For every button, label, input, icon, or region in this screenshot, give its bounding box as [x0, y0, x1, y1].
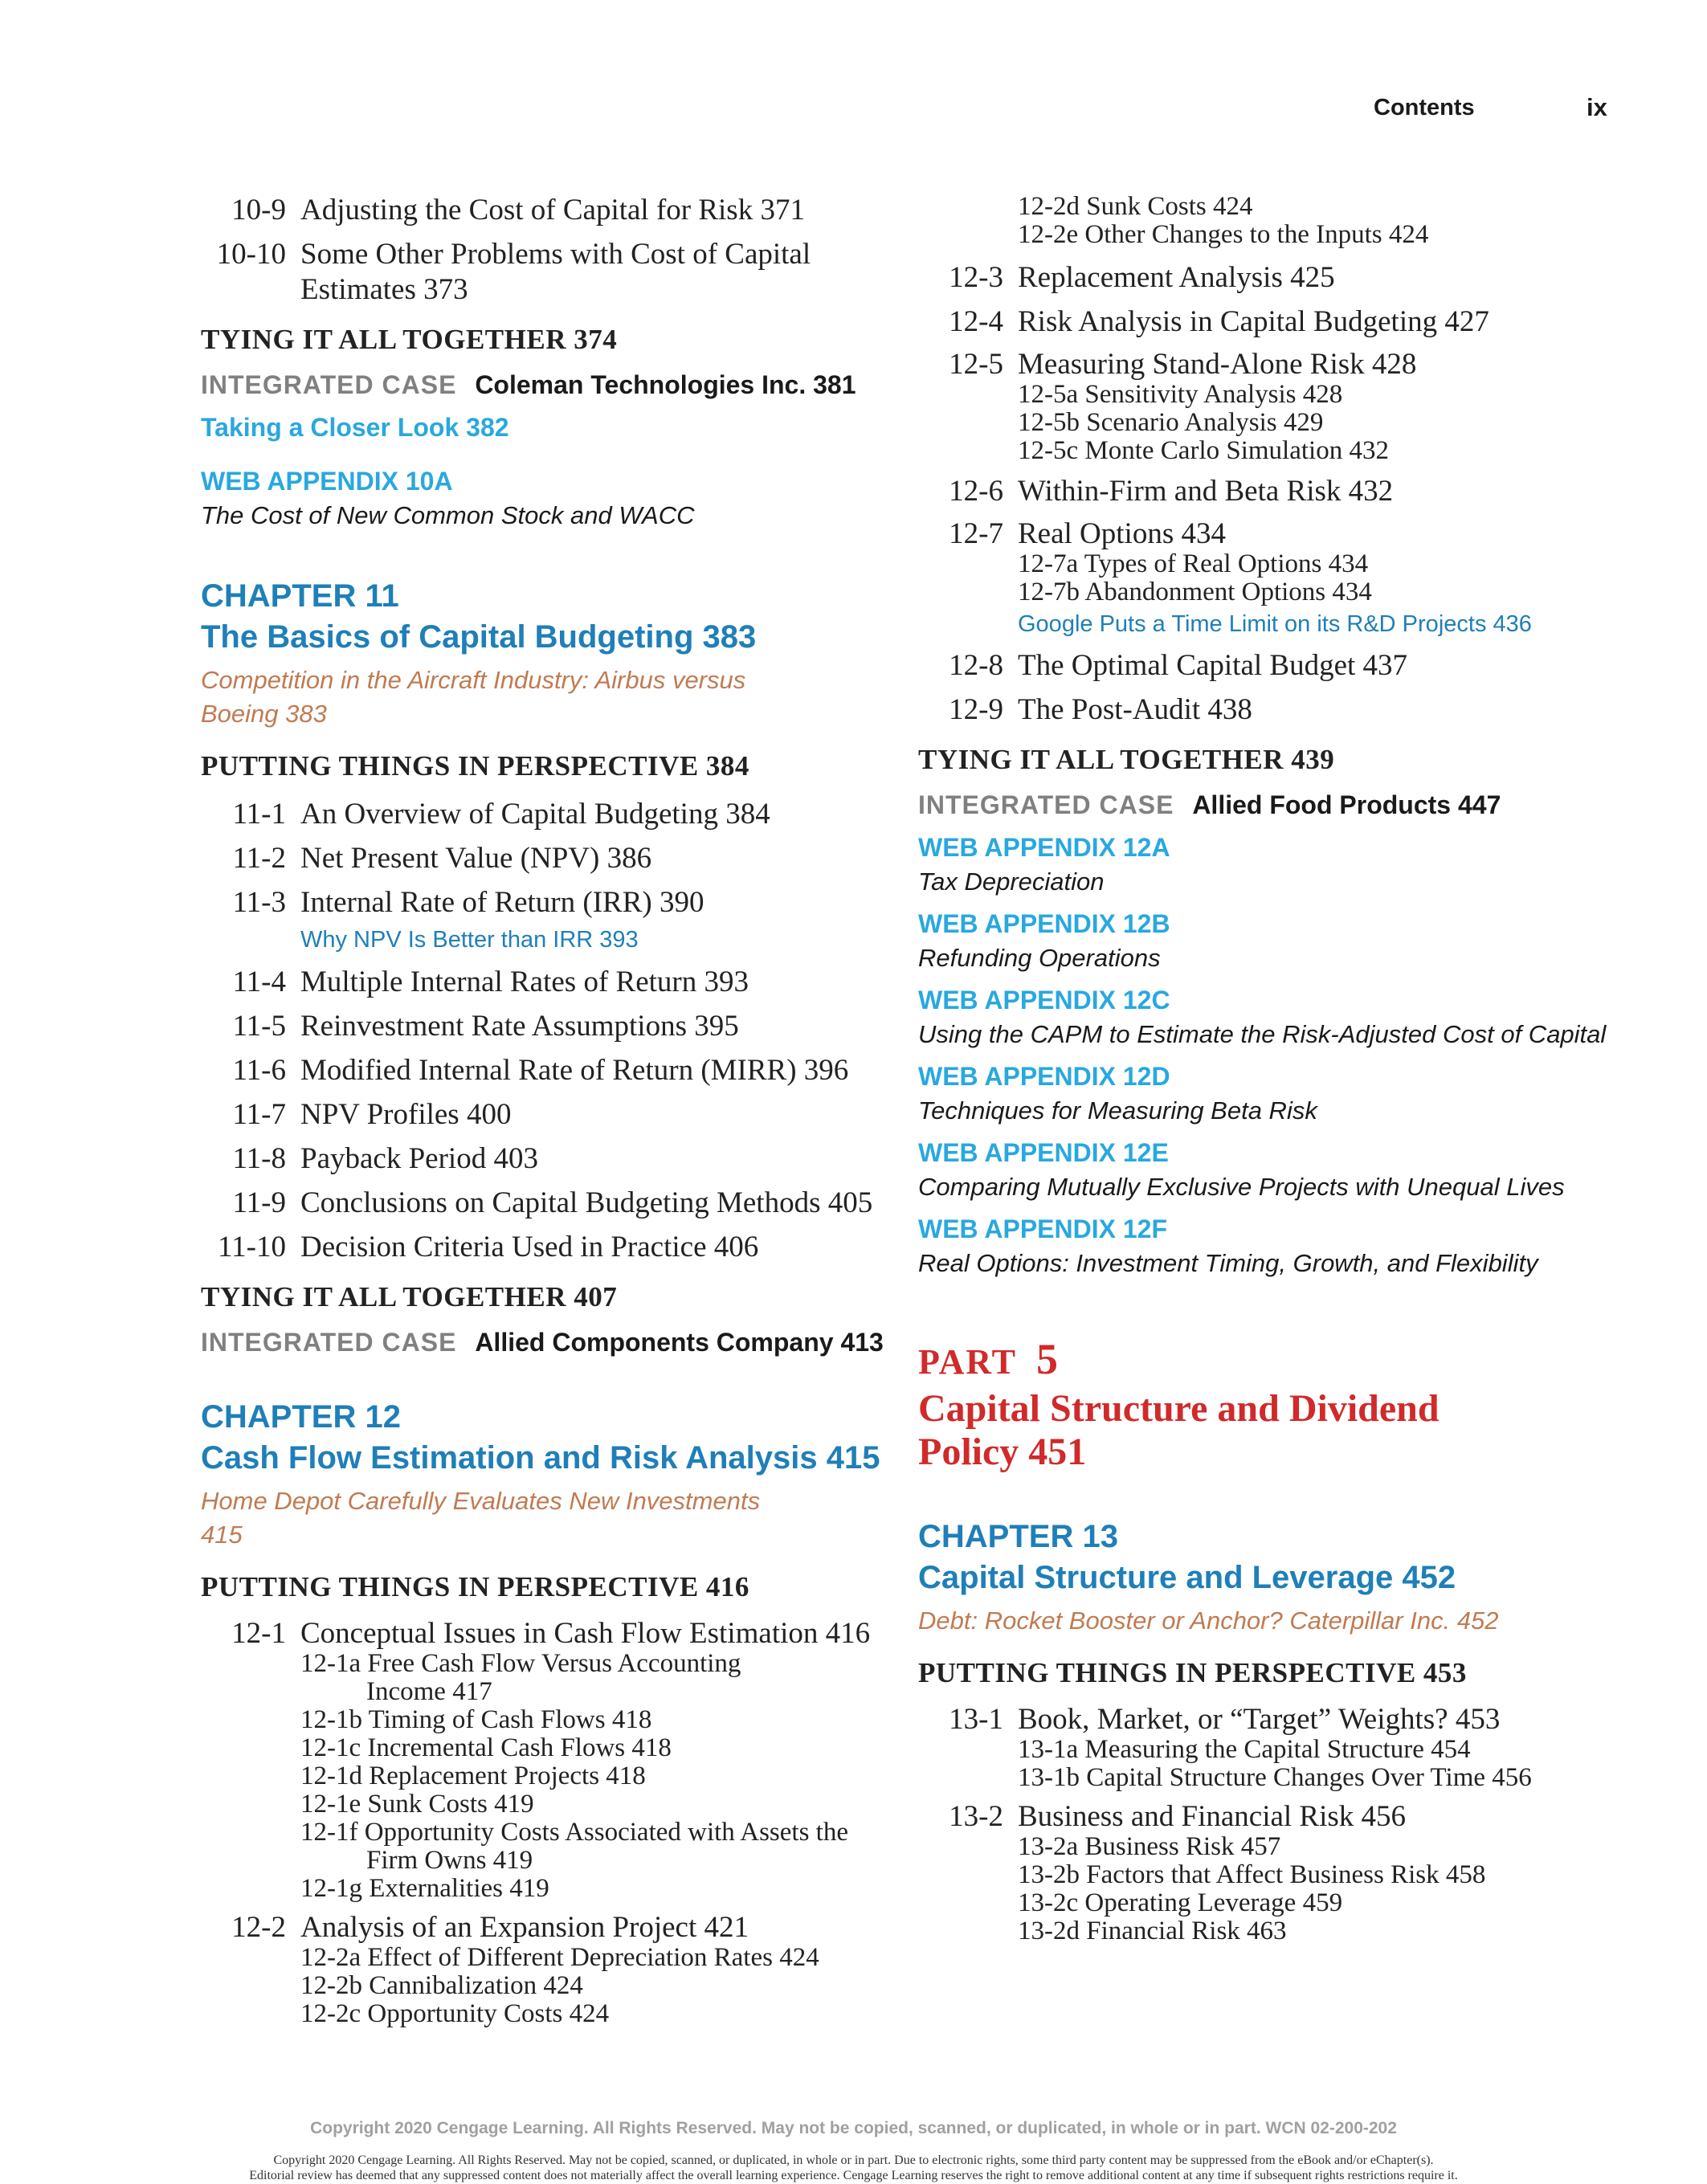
section-number: 12-3 [949, 261, 1003, 294]
rights-notice-line: Copyright 2020 Cengage Learning. All Rights Reserved. May not be copied, scanned, or duplicated, in whole or in part. Due to electronic rights, some third party content may be suppressed from the eBook and/or eChapter(s). [273, 2153, 1434, 2167]
section-number: 11-6 [232, 1054, 286, 1087]
chapter-opener: Competition in the Aircraft Industry: Airbus versus Boeing 383 [201, 666, 746, 728]
chapter-heading: CHAPTER 13 [918, 1519, 1118, 1554]
subsection[interactable]: 12-1g Externalities 419 [300, 1874, 549, 1903]
subsection[interactable]: 13-2b Factors that Affect Business Risk 458 [1018, 1860, 1486, 1889]
section-number: 10-10 [216, 238, 286, 271]
integrated-case[interactable] [918, 790, 1641, 820]
section-title: The Post-Audit 438 [1018, 693, 1252, 726]
subsection[interactable]: 12-1c Incremental Cash Flows 418 [300, 1733, 672, 1762]
subsection[interactable]: 13-2a Business Risk 457 [1018, 1832, 1281, 1861]
section-number: 12-4 [949, 305, 1003, 338]
section-title: Within-Firm and Beta Risk 432 [1018, 475, 1394, 508]
feature-box-link[interactable]: Why NPV Is Better than IRR 393 [300, 927, 639, 953]
subsection[interactable]: 12-1b Timing of Cash Flows 418 [300, 1705, 652, 1734]
toc-entry[interactable] [918, 349, 1641, 465]
section-number: 12-7 [949, 517, 1003, 550]
toc-entry[interactable] [918, 648, 1641, 684]
section-title: The Optimal Capital Budget 437 [1018, 649, 1408, 682]
toc-entry[interactable] [201, 1097, 908, 1133]
section-title: Analysis of an Expansion Project 421 [300, 1911, 749, 1944]
toc-entry[interactable] [201, 237, 908, 308]
subsection[interactable]: 12-5b Scenario Analysis 429 [1018, 408, 1324, 437]
web-appendix-title: Using the CAPM to Estimate the Risk-Adjusted Cost of Capital [918, 1020, 1607, 1048]
subsection[interactable]: 12-2d Sunk Costs 424 [1018, 192, 1253, 221]
section-number: 13-1 [949, 1703, 1003, 1736]
section-title: Reinvestment Rate Assumptions 395 [300, 1010, 739, 1043]
web-appendix-heading[interactable]: WEB APPENDIX 12E [918, 1138, 1169, 1167]
subsection[interactable]: 12-2c Opportunity Costs 424 [300, 1999, 610, 2028]
section-number: 12-1 [231, 1617, 286, 1650]
rights-notice [0, 2153, 1707, 2183]
web-appendix-title: Comparing Mutually Exclusive Projects with Unequal Lives [918, 1173, 1565, 1201]
toc-entry[interactable] [201, 965, 908, 1000]
subsection[interactable]: 13-1a Measuring the Capital Structure 454 [1018, 1735, 1471, 1764]
section-number: 13-2 [949, 1800, 1003, 1833]
toc-entry[interactable] [918, 474, 1641, 509]
tying-heading: TYING IT ALL TOGETHER 439 [918, 744, 1335, 775]
section-title: Replacement Analysis 425 [1018, 261, 1335, 294]
part-number: 5 [1035, 1335, 1058, 1383]
section-title: An Overview of Capital Budgeting 384 [300, 798, 770, 831]
toc-entry[interactable] [918, 260, 1641, 296]
section-title: Conceptual Issues in Cash Flow Estimation 416 [300, 1617, 871, 1650]
section-number: 11-8 [232, 1142, 286, 1175]
copyright-notice: Copyright 2020 Cengage Learning. All Rights Reserved. May not be copied, scanned, or duplicated, in whole or in part. WCN 02-200-202 [310, 2119, 1397, 2137]
subsection[interactable]: 12-1a Free Cash Flow Versus Accounting Income 417 [300, 1649, 741, 1706]
section-number: 12-6 [949, 475, 1003, 508]
toc-entry[interactable] [201, 1053, 908, 1088]
toc-entry[interactable] [201, 797, 908, 832]
section-number: 11-4 [232, 965, 286, 998]
section-number: 12-9 [949, 693, 1003, 726]
chapter-title[interactable]: Cash Flow Estimation and Risk Analysis 415 [201, 1440, 880, 1476]
section-title: Real Options 434 [1018, 517, 1226, 550]
rights-notice-line: Editorial review has deemed that any suppressed content does not materially affect the overall learning experience. Cengage Learning reserves the right to remove additional content at any time if subsequent rights restrictions require it. [249, 2169, 1458, 2182]
subsection[interactable]: 13-2d Financial Risk 463 [1018, 1917, 1287, 1945]
toc-entry[interactable] [918, 1704, 1641, 1792]
subsection[interactable]: 13-1b Capital Structure Changes Over Time 456 [1018, 1763, 1532, 1792]
section-title: Some Other Problems with Cost of Capital Estimates 373 [300, 238, 811, 306]
integrated-case[interactable] [201, 1328, 908, 1357]
section-title: Book, Market, or “Target” Weights? 453 [1018, 1703, 1501, 1736]
perspective-heading: PUTTING THINGS IN PERSPECTIVE 453 [918, 1657, 1467, 1688]
part-heading [918, 1334, 1641, 1384]
subsection[interactable]: 12-5c Monte Carlo Simulation 432 [1018, 436, 1389, 465]
section-title: Conclusions on Capital Budgeting Methods 405 [300, 1186, 873, 1219]
part-title[interactable]: Capital Structure and Dividend Policy 451 [918, 1387, 1440, 1473]
section-number: 11-1 [232, 798, 286, 831]
integrated-case-title: Allied Components Company 413 [475, 1328, 884, 1357]
subsection[interactable]: 12-5a Sensitivity Analysis 428 [1018, 380, 1343, 409]
integrated-case-title: Coleman Technologies Inc. 381 [475, 370, 856, 399]
toc-entry[interactable] [201, 1618, 908, 1903]
feature-box-link[interactable]: Google Puts a Time Limit on its R&D Projects 436 [1018, 611, 1532, 637]
web-appendix-heading[interactable]: WEB APPENDIX 12F [918, 1214, 1167, 1243]
subsection[interactable]: 13-2c Operating Leverage 459 [1018, 1888, 1343, 1917]
section-number: 11-9 [232, 1186, 286, 1219]
toc-entry[interactable] [918, 1801, 1641, 1945]
section-title: Net Present Value (NPV) 386 [300, 842, 652, 875]
subsection[interactable]: 12-2a Effect of Different Depreciation Rates 424 [300, 1943, 819, 1972]
web-appendix-heading[interactable]: WEB APPENDIX 12C [918, 986, 1170, 1014]
section-number: 12-2 [231, 1911, 286, 1944]
right-column [918, 193, 1641, 1954]
section-number: 11-5 [232, 1010, 286, 1043]
toc-entry[interactable] [201, 1230, 908, 1265]
chapter-opener: Debt: Rocket Booster or Anchor? Caterpillar Inc. 452 [918, 1606, 1499, 1635]
chapter-title[interactable]: Capital Structure and Leverage 452 [918, 1560, 1456, 1595]
section-title: Multiple Internal Rates of Return 393 [300, 965, 749, 998]
page-header [0, 95, 1707, 127]
section-title: Adjusting the Cost of Capital for Risk 371 [300, 194, 805, 227]
integrated-case-label: INTEGRATED CASE [201, 370, 457, 399]
section-title: Payback Period 403 [300, 1142, 538, 1175]
subsection[interactable]: 12-7b Abandonment Options 434 [1018, 578, 1372, 606]
subsection[interactable]: 12-2e Other Changes to the Inputs 424 [1018, 220, 1429, 249]
integrated-case[interactable] [201, 370, 908, 400]
section-title: Modified Internal Rate of Return (MIRR) 396 [300, 1054, 849, 1087]
page-number: ix [1587, 93, 1607, 121]
toc-entry[interactable] [201, 841, 908, 876]
web-appendix-heading[interactable]: WEB APPENDIX 12A [918, 833, 1170, 862]
section-title: Business and Financial Risk 456 [1018, 1800, 1407, 1833]
chapter-opener: Home Depot Carefully Evaluates New Investments 415 [201, 1487, 761, 1549]
section-number: 12-5 [949, 348, 1003, 381]
section-title: NPV Profiles 400 [300, 1098, 512, 1131]
toc-entry[interactable] [918, 304, 1641, 340]
integrated-case-label: INTEGRATED CASE [201, 1328, 457, 1357]
toc-entry[interactable] [201, 885, 908, 956]
section-number: 11-7 [232, 1098, 286, 1131]
section-number: 10-9 [231, 194, 286, 227]
chapter-title[interactable]: The Basics of Capital Budgeting 383 [201, 619, 757, 655]
web-appendix-title: Techniques for Measuring Beta Risk [918, 1096, 1317, 1125]
closer-look-link[interactable]: Taking a Closer Look 382 [201, 413, 509, 442]
web-appendix-title: Refunding Operations [918, 944, 1161, 972]
subsection[interactable]: 12-1f Opportunity Costs Associated with Assets the Firm Owns 419 [300, 1818, 848, 1875]
perspective-heading: PUTTING THINGS IN PERSPECTIVE 416 [201, 1571, 749, 1602]
toc-entry[interactable] [201, 1912, 908, 2028]
section-title: Decision Criteria Used in Practice 406 [300, 1231, 759, 1263]
tying-heading: TYING IT ALL TOGETHER 407 [201, 1281, 618, 1312]
integrated-case-label: INTEGRATED CASE [918, 790, 1174, 819]
section-title: Risk Analysis in Capital Budgeting 427 [1018, 305, 1489, 338]
chapter-heading: CHAPTER 11 [201, 578, 399, 614]
running-head: Contents [1374, 95, 1475, 120]
section-number: 12-8 [949, 649, 1003, 682]
toc-entry[interactable] [918, 692, 1641, 728]
subsection[interactable]: 12-1d Replacement Projects 418 [300, 1761, 646, 1790]
subsection[interactable]: 12-7a Types of Real Options 434 [1018, 549, 1369, 578]
web-appendix-title: The Cost of New Common Stock and WACC [201, 501, 695, 529]
toc-entry[interactable] [201, 1141, 908, 1177]
web-appendix-heading[interactable]: WEB APPENDIX 10A [201, 467, 453, 496]
web-appendix-title: Tax Depreciation [918, 867, 1105, 896]
perspective-heading: PUTTING THINGS IN PERSPECTIVE 384 [201, 750, 749, 782]
section-title: Measuring Stand-Alone Risk 428 [1018, 348, 1417, 381]
web-appendix-heading[interactable]: WEB APPENDIX 12D [918, 1062, 1170, 1091]
toc-entry[interactable] [201, 1009, 908, 1044]
left-column [201, 193, 908, 2037]
integrated-case-title: Allied Food Products 447 [1192, 790, 1501, 819]
section-number: 11-3 [232, 886, 286, 919]
part-label: PART [918, 1342, 1017, 1382]
toc-entry[interactable] [201, 1186, 908, 1221]
web-appendix-heading[interactable]: WEB APPENDIX 12B [918, 909, 1170, 938]
chapter-heading: CHAPTER 12 [201, 1399, 401, 1435]
subsection[interactable]: 12-2b Cannibalization 424 [300, 1971, 583, 2000]
section-title: Internal Rate of Return (IRR) 390 [300, 886, 704, 919]
web-appendix-title: Real Options: Investment Timing, Growth, and Flexibility [918, 1249, 1538, 1277]
toc-entry[interactable] [201, 193, 908, 228]
subsection[interactable]: 12-1e Sunk Costs 419 [300, 1790, 534, 1819]
tying-heading: TYING IT ALL TOGETHER 374 [201, 324, 618, 355]
section-number: 11-2 [232, 842, 286, 875]
section-number: 11-10 [218, 1231, 286, 1263]
toc-entry[interactable] [918, 518, 1641, 639]
